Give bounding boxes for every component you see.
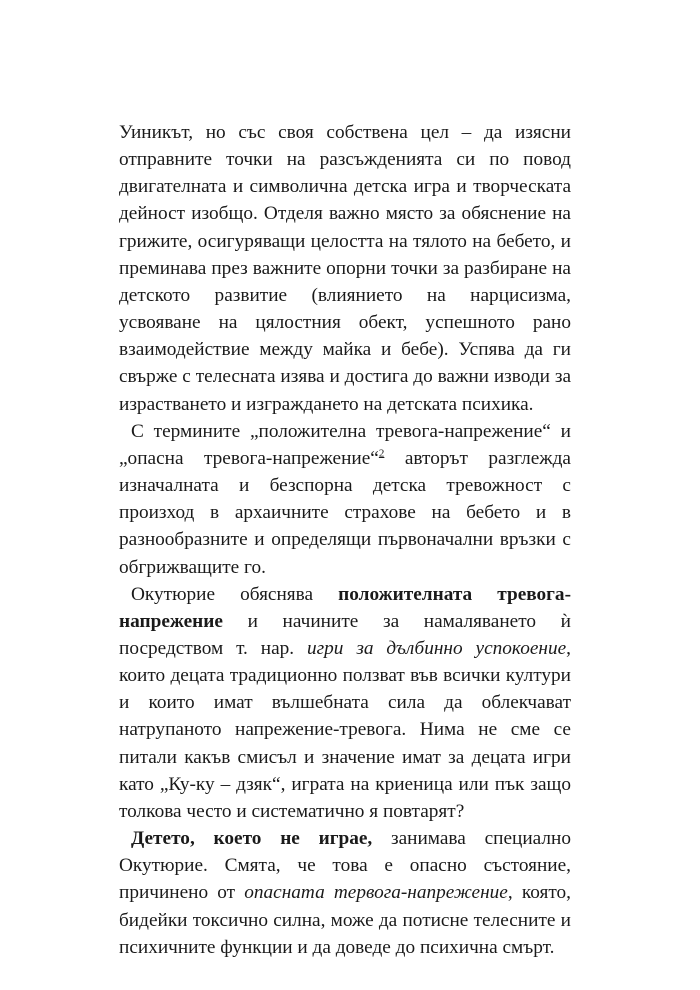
text-run: авторът разглежда изначалната и безспорна детска тревожност с произход в архаичните страхове на бебето и в разнообразните и определящи първоначални връзки с обгрижващите го. [119,447,571,578]
footnote-ref[interactable]: 2 [378,447,385,460]
paragraph-3 [119,581,571,825]
paragraph-4 [119,825,571,961]
paragraph-1 [119,119,571,418]
bold-text: положителната тревога-напрежение [119,583,571,632]
text-run: занимава специално Окутюрие. Смята, че това е опасно състояние, причинено от [119,828,571,904]
text-run: Уиникът, но със своя собствена цел – да изясни отправните точки на разсъжденията си по повод двигателната и символична детска игра и творческата дейност изобщо. Отделя важно място за обяснение на грижите, осигуряващи целостта на тялото на бебето, и преминава през важните опорни точки за разбиране на детското развитие (влиянието на нарцисизма, усвояване на цялостния обект, успешното рано взаимодействие между майка и бебе). Успява да ги свърже с телесната изява и достига до важни изводи за израстването и изграждането на детската психика. [119,122,571,415]
italic-text: игри за дълбинно успокоение [306,637,567,659]
text-run: и начините за намаляването ѝ посредством т. нар. [119,610,571,659]
text-run: , които децата традиционно ползват във всички култури и които имат вълшебната сила да облекчават натрупаното напрежение-тревога. Нима не сме се питали какъв смисъл и значение имат за децата игри като „Ку-ку – дзяк“, играта на криеница или пък защо толкова често и систематично я повтарят? [119,637,571,822]
text-run: , която, бидейки токсично силна, може да потисне телесните и психичните функции и да доведе до психична смърт. [119,882,571,958]
text-run: С термините „положителна тревога-напрежение“ и „опасна тревога-напрежение“ [119,420,571,469]
bold-text: Детето, което не играе, [131,828,373,850]
italic-text: опасната тервога-напрежение [244,882,508,904]
paragraph-2 [119,418,571,581]
text-run: Окутюрие обяснява [131,583,339,605]
body-text [119,119,571,961]
